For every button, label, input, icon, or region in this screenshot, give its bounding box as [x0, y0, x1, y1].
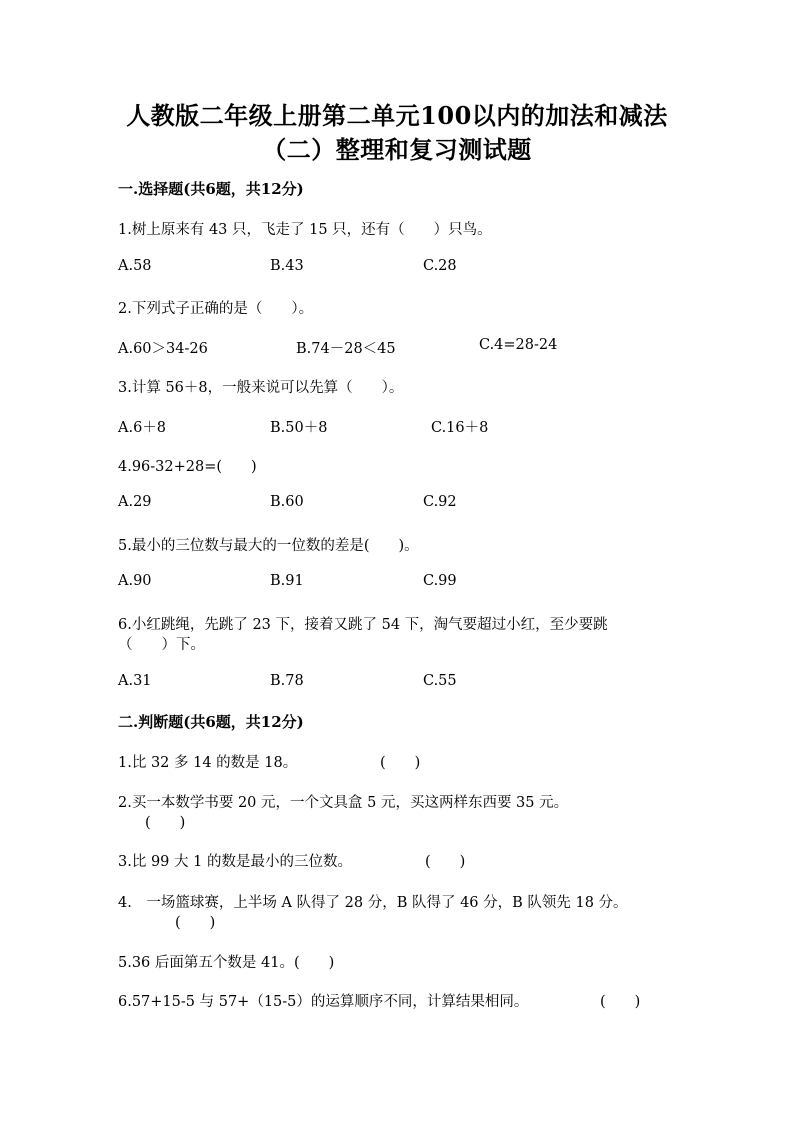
judgement-text: 4. 一场篮球赛，上半场 A 队得了 28 分，B 队得了 46 分，B 队领先 18 分。 — [118, 895, 628, 911]
page-title-line1: 人教版二年级上册第二单元100以内的加法和减法 — [126, 101, 668, 130]
answer-paren: ( ) — [145, 815, 186, 831]
page-title-line2: （二）整理和复习测试题 — [262, 135, 532, 164]
option-c: C.92 — [423, 494, 457, 510]
question-text-continued: （ ）下。 — [118, 637, 205, 653]
option-a: A.60＞34-26 — [118, 341, 208, 357]
section-heading-judgement: 二.判断题(共6题，共12分) — [118, 713, 304, 731]
option-a: A.90 — [118, 573, 152, 589]
answer-paren: ( ) — [425, 854, 466, 870]
option-b: B.74－28＜45 — [296, 341, 396, 357]
judgement-text: 1.比 32 多 14 的数是 18。 — [118, 755, 298, 771]
judgement-text: 5.36 后面第五个数是 41。( ) — [118, 955, 335, 971]
judgement-text: 6.57+15-5 与 57+（15-5）的运算顺序不同，计算结果相同。 — [118, 994, 529, 1010]
option-c: C.4=28-24 — [479, 337, 558, 353]
option-a: A.29 — [118, 494, 152, 510]
option-a: A.31 — [118, 673, 152, 689]
question-text: 3.计算 56＋8，一般来说可以先算（ ）。 — [118, 380, 404, 396]
judgement-text: 2.买一本数学书要 20 元，一个文具盒 5 元，买这两样东西要 35 元。 — [118, 795, 569, 811]
option-b: B.43 — [270, 258, 304, 274]
option-c: C.16＋8 — [431, 420, 489, 436]
option-c: C.28 — [423, 258, 457, 274]
option-b: B.50＋8 — [270, 420, 328, 436]
option-a: A.6＋8 — [118, 420, 167, 436]
option-c: C.99 — [423, 573, 457, 589]
option-a: A.58 — [118, 258, 152, 274]
question-text: 2.下列式子正确的是（ ）。 — [118, 301, 314, 317]
question-text: 4.96-32+28=( ) — [118, 459, 257, 475]
judgement-text: 3.比 99 大 1 的数是最小的三位数。 — [118, 854, 352, 870]
section-heading-choice: 一.选择题(共6题，共12分) — [118, 180, 304, 198]
answer-paren: ( ) — [380, 755, 421, 771]
option-b: B.78 — [270, 673, 304, 689]
question-text: 5.最小的三位数与最大的一位数的差是( )。 — [118, 538, 419, 554]
answer-paren: ( ) — [175, 915, 216, 931]
question-text: 6.小红跳绳，先跳了 23 下，接着又跳了 54 下，淘气要超过小红，至少要跳 — [118, 617, 608, 633]
answer-paren: ( ) — [600, 994, 641, 1010]
question-text: 1.树上原来有 43 只，飞走了 15 只，还有（ ）只鸟。 — [118, 222, 492, 238]
option-b: B.91 — [270, 573, 304, 589]
option-b: B.60 — [270, 494, 304, 510]
option-c: C.55 — [423, 673, 457, 689]
